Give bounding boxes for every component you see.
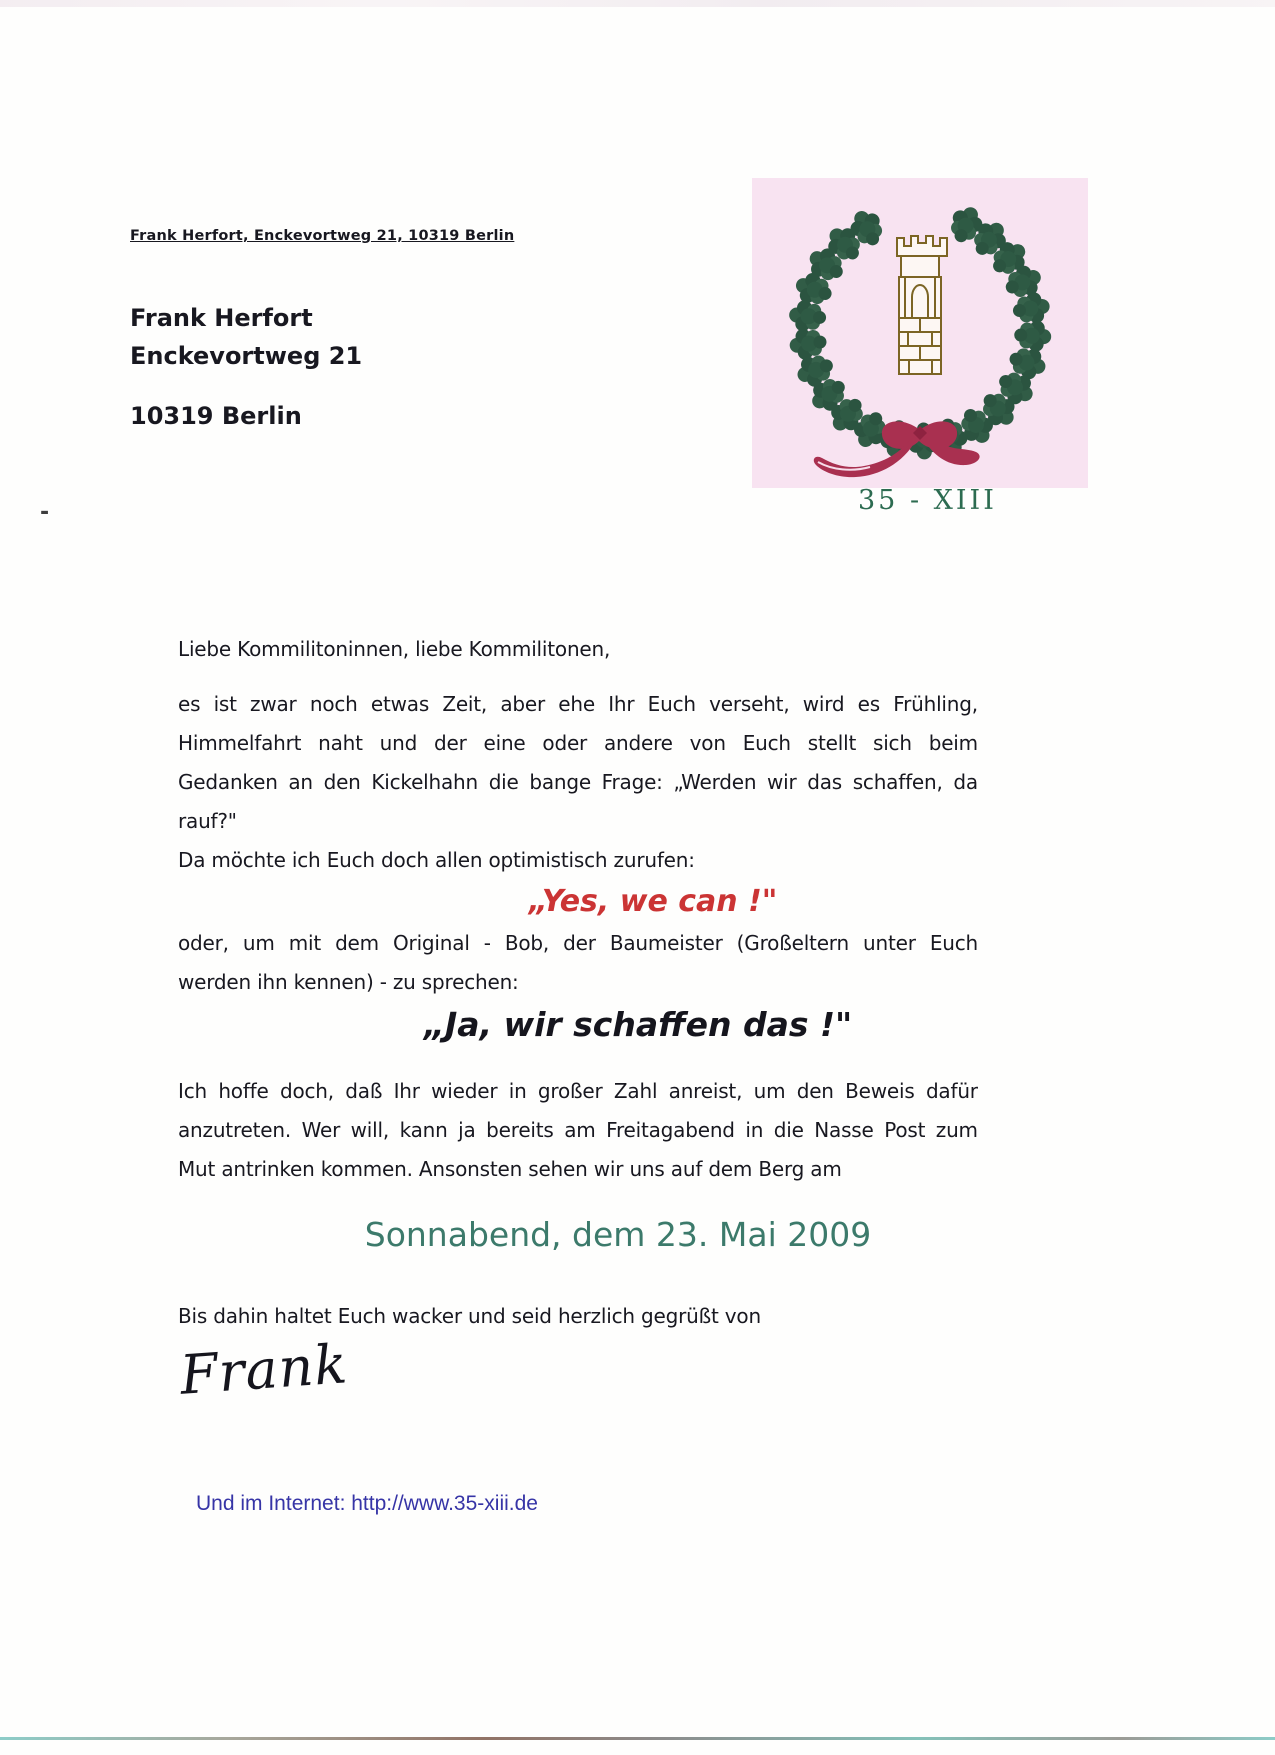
tower-icon (897, 236, 947, 374)
sender-city: 10319 Berlin (130, 402, 302, 430)
letter-line: Himmelfahrt naht und der eine oder andere von Euch stellt sich beim (178, 731, 978, 755)
scan-artifact-top (0, 0, 1275, 7)
slogan-ja-wir-schaffen-das: „Ja, wir schaffen das !" (423, 1005, 853, 1044)
letter-line: werden ihn kennen) - zu sprechen: (178, 970, 519, 994)
paragraph-3 (178, 1072, 978, 1189)
letter-line: es ist zwar noch etwas Zeit, aber ehe Ihr Euch verseht, wird es Frühling, (178, 692, 978, 716)
letter-line: anzutreten. Wer will, kann ja bereits am Freitagabend in die Nasse Post zum (178, 1118, 978, 1142)
website-line: Und im Internet: http://www.35-xiii.de (196, 1492, 538, 1515)
salutation: Liebe Kommilitoninnen, liebe Kommilitonen, (178, 637, 611, 661)
letter-line: Gedanken an den Kickelhahn die bange Frage: „Werden wir das schaffen, da (178, 770, 978, 794)
event-date: Sonnabend, dem 23. Mai 2009 (364, 1215, 872, 1254)
letter-line: oder, um mit dem Original - Bob, der Baumeister (Großeltern unter Euch (178, 931, 978, 955)
sender-address-block (130, 299, 362, 435)
club-crest-logo (752, 178, 1088, 488)
letter-line: rauf?" (178, 809, 237, 833)
fold-mark: - (40, 500, 50, 525)
sender-name: Frank Herfort (130, 304, 313, 332)
paragraph-1 (178, 685, 978, 880)
letter-line: Ich hoffe doch, daß Ihr wieder in großer Zahl anreist, um den Beweis dafür (178, 1079, 978, 1103)
scan-artifact-bottom (0, 1737, 1275, 1740)
paragraph-2 (178, 924, 978, 1002)
logo-caption: 35 - XIII (858, 485, 997, 516)
sender-window-line: Frank Herfort, Enckevortweg 21, 10319 Berlin (130, 228, 515, 244)
letter-line: Da möchte ich Euch doch allen optimistisch zurufen: (178, 848, 695, 872)
signature: Frank (178, 1332, 350, 1407)
letter-line: Mut antrinken kommen. Ansonsten sehen wir uns auf dem Berg am (178, 1157, 842, 1181)
closing-line: Bis dahin haltet Euch wacker und seid herzlich gegrüßt von (178, 1304, 761, 1328)
sender-street: Enckevortweg 21 (130, 342, 363, 370)
letter-body (178, 630, 978, 1336)
slogan-yes-we-can: „Yes, we can !" (528, 884, 778, 919)
wreath-tower-icon (752, 178, 1088, 488)
